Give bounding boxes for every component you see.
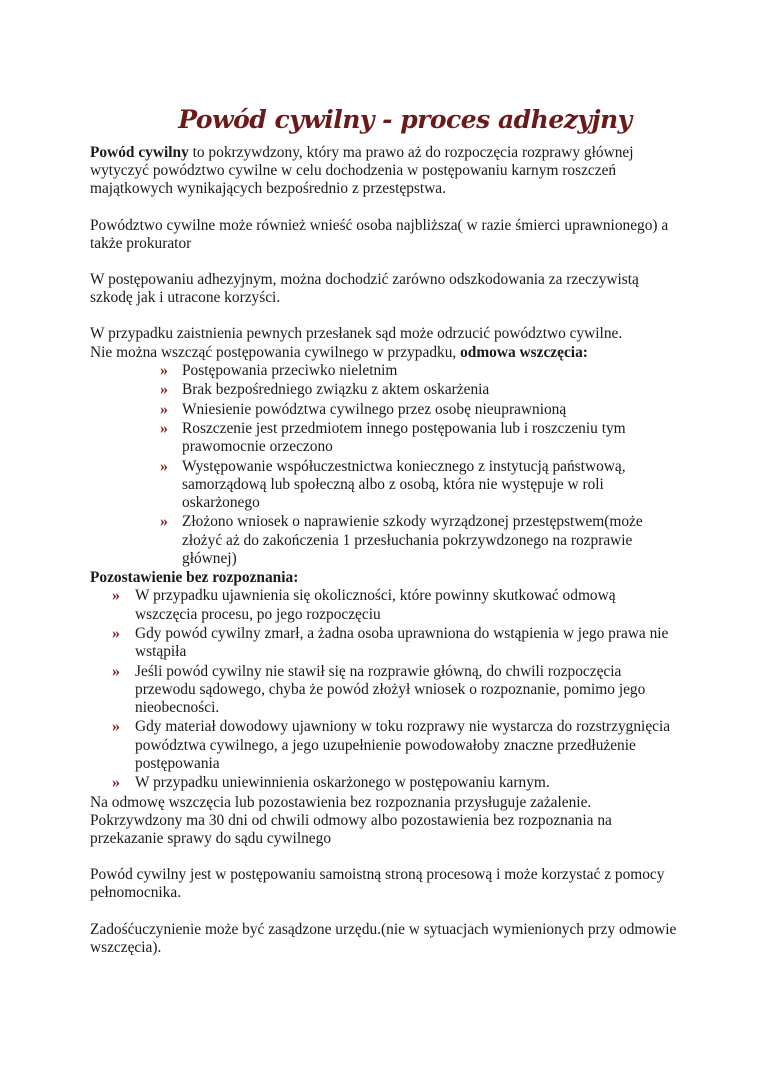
list-item	[90, 381, 680, 399]
appeal-line-2: Pokrzywdzony ma 30 dni od chwili odmowy albo pozostawienia bez rozpoznania na przekazanie sprawy do sądu cywilnego	[90, 811, 612, 847]
rejection-line-2: Nie można wszcząć postępowania cywilnego w przypadku,	[90, 343, 461, 361]
document-page	[90, 102, 680, 957]
paragraph-party-status: Powód cywilny jest w postępowaniu samoistną stroną procesową i może korzystać z pomocy pełnomocnika.	[90, 866, 665, 902]
list-item	[90, 401, 680, 419]
bullet-icon: »	[160, 361, 168, 379]
intro-text: to pokrzywdzony, który ma prawo aż do rozpoczęcia rozprawy głównej wytyczyć powództwo cywilne w celu dochodzenia w postępowaniu karnym roszczeń majątkowych wynikających bezpośrednio z przestępstwa.	[90, 144, 634, 198]
bullet-icon: »	[112, 774, 120, 792]
paragraph-compensation: Zadośćuczynienie może być zasądzone urzędu.(nie w sytuacjach wymienionych przy odmowie wszczęcia).	[90, 920, 677, 956]
section-heading-no-review: Pozostawienie bez rozpoznania:	[90, 569, 299, 587]
list-item	[90, 625, 680, 661]
paragraph-appeal	[90, 794, 680, 849]
bullet-icon: »	[160, 420, 168, 437]
list-item	[90, 420, 680, 456]
list-item-text: Postępowania przeciwko nieletnim	[182, 361, 398, 379]
appeal-line-1: Na odmowę wszczęcia lub pozostawienia bez rozpoznania przysługuje zażalenie.	[90, 793, 592, 811]
bullet-icon: »	[112, 587, 120, 605]
bullet-icon: »	[160, 457, 168, 475]
list-item-text: W przypadku ujawnienia się okoliczności, które powinny skutkować odmową wszczęcia procesu, po jego rozpoczęciu	[135, 587, 616, 623]
list-item-text: Brak bezpośredniego związku z aktem oskarżenia	[182, 381, 490, 399]
list-item-text: W przypadku uniewinnienia oskarżonego w postępowaniu karnym.	[135, 774, 550, 792]
list-item-text: Wniesienie powództwa cywilnego przez osobę nieuprawnioną	[182, 400, 567, 418]
bullet-icon: »	[112, 718, 120, 736]
paragraph-rejection	[90, 325, 680, 361]
bullet-icon: »	[160, 400, 168, 418]
bullet-icon: »	[160, 381, 168, 399]
list-item	[90, 362, 680, 380]
list-item	[90, 458, 680, 513]
page-title: Powód cywilny - proces adhezyjny	[178, 105, 632, 134]
bullet-icon: »	[160, 513, 168, 531]
refusal-reasons-list	[90, 362, 680, 568]
list-item-text: Roszczenie jest przedmiotem innego postępowania lub i roszczeniu tym prawomocnie orzeczono	[182, 420, 626, 456]
list-item-text: Gdy powód cywilny zmarł, a żadna osoba uprawniona do wstąpienia w jego prawa nie wstąpiła	[135, 624, 669, 661]
refusal-colon: :	[582, 343, 588, 361]
list-item-text: Występowanie współuczestnictwa koniecznego z instytucją państwową, samorządową lub społeczną albo z osobą, która nie występuje w roli oskarżonego	[182, 457, 626, 511]
bullet-icon: »	[112, 662, 120, 680]
list-item	[90, 587, 680, 623]
intro-paragraph	[90, 144, 680, 199]
list-item	[90, 774, 680, 792]
intro-term: Powód cywilny	[90, 144, 189, 161]
list-item	[90, 663, 680, 718]
paragraph-plaintiff-relatives: Powództwo cywilne może również wnieść osoba najbliższa( w razie śmierci uprawnionego) a także prokurator	[90, 216, 669, 252]
list-item-text: Złożono wniosek o naprawienie szkody wyrządzonej przestępstwem(może złożyć aż do zakończenia 1 przesłuchania pokrzywdzonego na rozprawie głównej)	[182, 513, 643, 567]
rejection-line-1: W przypadku zaistnienia pewnych przesłanek sąd może odrzucić powództwo cywilne.	[90, 325, 623, 343]
no-review-reasons-list	[90, 587, 680, 792]
paragraph-damages: W postępowaniu adhezyjnym, można dochodzić zarówno odszkodowania za rzeczywistą szkodę jak i utracone korzyści.	[90, 271, 639, 307]
list-item-text: Gdy materiał dowodowy ujawniony w toku rozprawy nie wystarcza do rozstrzygnięcia powództwa cywilnego, a jego uzupełnienie powodowałoby znaczne przedłużenie postępowania	[135, 718, 671, 772]
bullet-icon: »	[112, 624, 120, 642]
list-item-text: Jeśli powód cywilny nie stawił się na rozprawie główną, do chwili rozpoczęcia przewodu sądowego, chyba że powód złożył wniosek o rozpoznanie, pomimo jego nieobecności.	[135, 662, 646, 716]
refusal-term: odmowa wszczęcia	[460, 343, 583, 361]
list-item	[90, 718, 680, 773]
list-item	[90, 513, 680, 568]
